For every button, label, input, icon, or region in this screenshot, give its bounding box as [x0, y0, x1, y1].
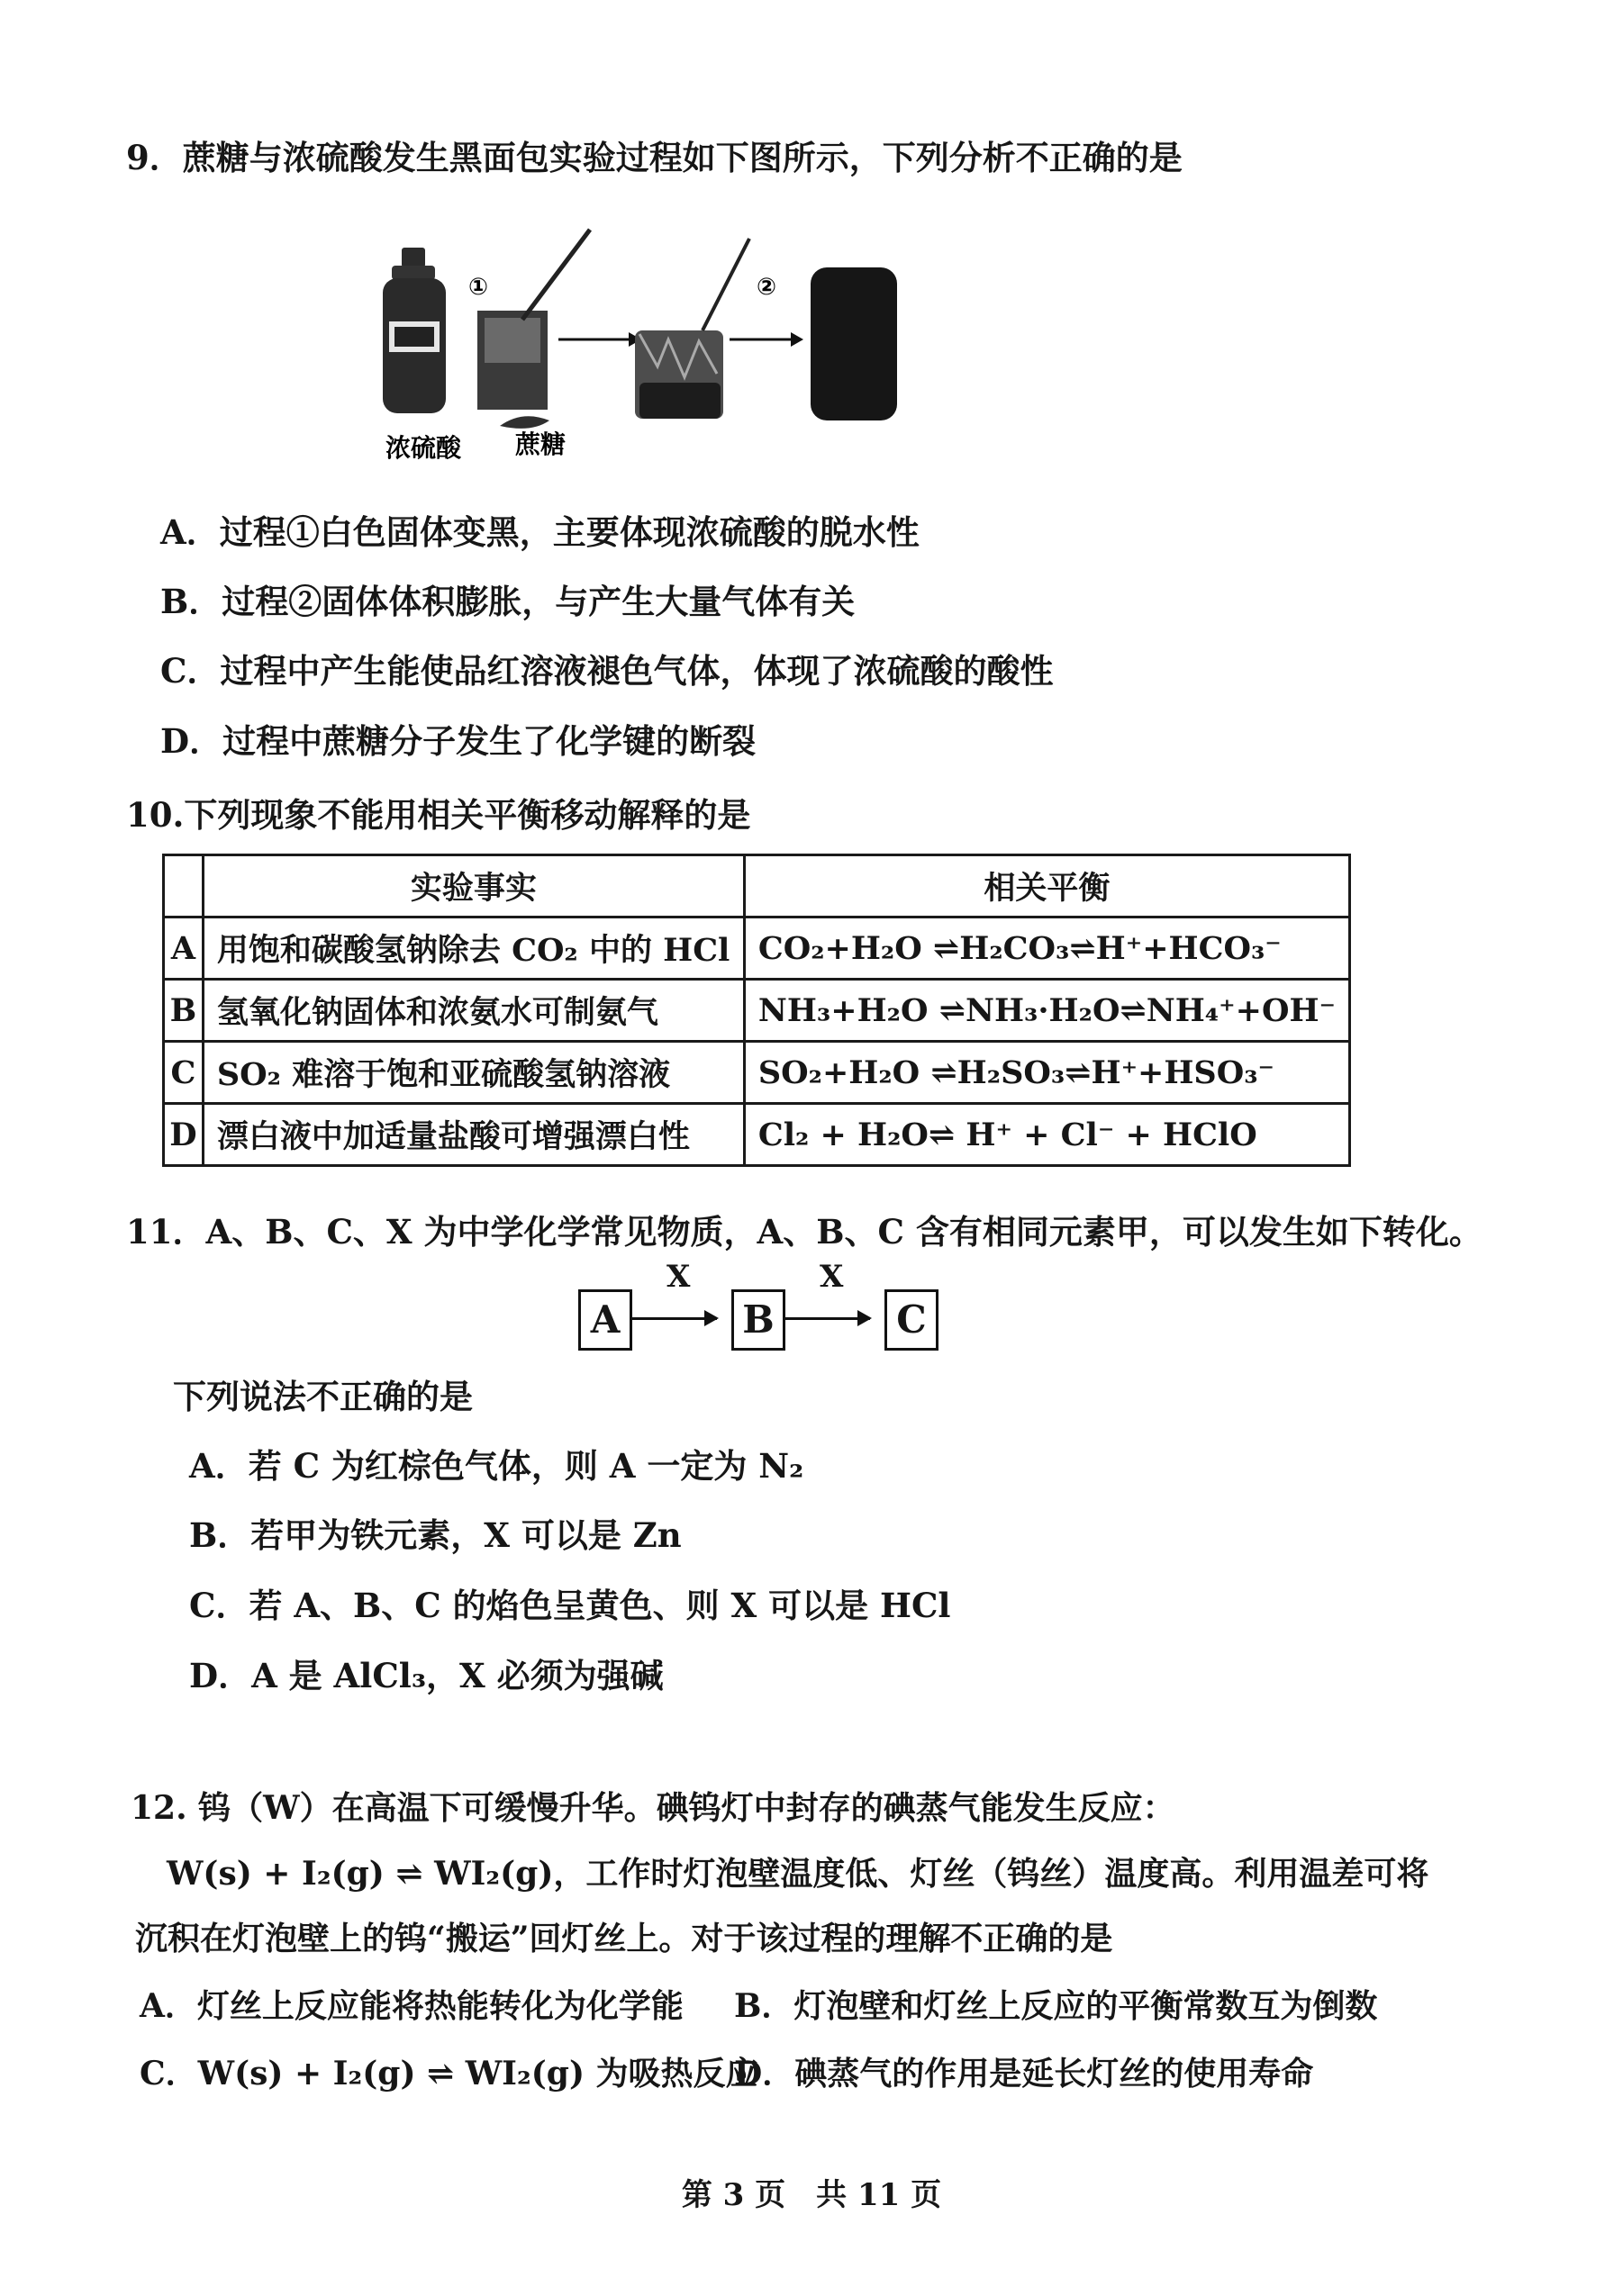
q10-stem: 10.下列现象不能用相关平衡移动解释的是 [126, 795, 751, 835]
black-bread-icon [811, 267, 897, 420]
row-eq: NH₃+H₂O ⇌NH₃·H₂O⇌NH₄⁺+OH⁻ [744, 980, 1349, 1042]
arrow-b-c-icon [785, 1317, 870, 1320]
q9-option-b: B．过程②固体体积膨胀，与产生大量气体有关 [160, 582, 856, 621]
q9-option-d: D．过程中蔗糖分子发生了化学键的断裂 [160, 721, 757, 761]
row-eq: SO₂+H₂O ⇌H₂SO₃⇌H⁺+HSO₃⁻ [744, 1042, 1349, 1104]
q12-stem-line1: 12. 钨（W）在高温下可缓慢升华。碘钨灯中封存的碘蒸气能发生反应： [131, 1789, 1175, 1827]
x-label-1: X [666, 1259, 691, 1295]
acid-bottle-icon [383, 248, 446, 413]
row-eq: Cl₂ + H₂O⇌ H⁺ + Cl⁻ + HClO [744, 1104, 1349, 1166]
sugar-label: 蔗糖 [515, 429, 567, 459]
q12-option-c: C．W(s) + I₂(g) ⇌ WI₂(g) 为吸热反应 [140, 2055, 758, 2093]
box-c: C [884, 1289, 938, 1351]
table-row [164, 1104, 1350, 1166]
x-label-2: X [820, 1259, 844, 1295]
header-eq: 相关平衡 [744, 855, 1349, 917]
q9-option-a: A．过程①白色固体变黑，主要体现浓硫酸的脱水性 [160, 512, 920, 552]
row-eq: CO₂+H₂O ⇌H₂CO₃⇌H⁺+HCO₃⁻ [744, 917, 1349, 980]
table-header-row [164, 855, 1350, 917]
q11-stem: 11．A、B、C、X 为中学化学常见物质，A、B、C 含有相同元素甲，可以发生如下转化。 [126, 1212, 1482, 1252]
q11-sub-stem: 下列说法不正确的是 [173, 1377, 473, 1416]
row-fact: 漂白液中加适量盐酸可增强漂白性 [203, 1104, 744, 1166]
q9-stem: 9．蔗糖与浓硫酸发生黑面包实验过程如下图所示，下列分析不正确的是 [126, 138, 1183, 177]
q11-diagram [576, 1259, 955, 1360]
q10-table [162, 854, 1351, 1167]
row-label: C [164, 1042, 204, 1104]
table-row [164, 980, 1350, 1042]
q12-option-a: A．灯丝上反应能将热能转化为化学能 [140, 1987, 684, 2025]
q12-option-b: B．灯泡壁和灯丝上反应的平衡常数互为倒数 [734, 1987, 1378, 2025]
row-fact: 氢氧化钠固体和浓氨水可制氨气 [203, 980, 744, 1042]
black-beaker-icon [635, 239, 749, 419]
row-label: B [164, 980, 204, 1042]
q11-option-d: D．A 是 AlCl₃，X 必须为强碱 [189, 1656, 664, 1695]
table-row [164, 917, 1350, 980]
box-b: B [731, 1289, 785, 1351]
acid-label: 浓硫酸 [385, 433, 462, 463]
arrow-a-b-icon [632, 1317, 717, 1320]
box-a: A [578, 1289, 632, 1351]
row-fact: 用饱和碳酸氢钠除去 CO₂ 中的 HCl [203, 917, 744, 980]
q12-option-d: D．碘蒸气的作用是延长灯丝的使用寿命 [734, 2055, 1314, 2093]
table-row [164, 1042, 1350, 1104]
row-label: D [164, 1104, 204, 1166]
row-fact: SO₂ 难溶于饱和亚硫酸氢钠溶液 [203, 1042, 744, 1104]
beaker-icon [477, 230, 590, 429]
q11-option-a: A．若 C 为红棕色气体，则 A 一定为 N₂ [189, 1446, 804, 1486]
step2-label: ② [757, 274, 777, 301]
q12-stem-line2: W(s) + I₂(g) ⇌ WI₂(g)，工作时灯泡壁温度低、灯丝（钨丝）温度高。利用温差可将 [167, 1855, 1429, 1893]
header-fact: 实验事实 [203, 855, 744, 917]
q11-option-c: C．若 A、B、C 的焰色呈黄色、则 X 可以是 HCl [189, 1586, 951, 1625]
row-label: A [164, 917, 204, 980]
page-footer: 第 3 页 共 11 页 [681, 2177, 942, 2213]
q9-figure [342, 221, 919, 491]
q9-option-c: C．过程中产生能使品红溶液褪色气体，体现了浓硫酸的酸性 [160, 651, 1054, 691]
q12-stem-line3: 沉积在灯泡壁上的钨“搬运”回灯丝上。对于该过程的理解不正确的是 [135, 1920, 1113, 1957]
q11-option-b: B．若甲为铁元素，X 可以是 Zn [189, 1515, 682, 1555]
step1-label: ① [468, 274, 489, 301]
